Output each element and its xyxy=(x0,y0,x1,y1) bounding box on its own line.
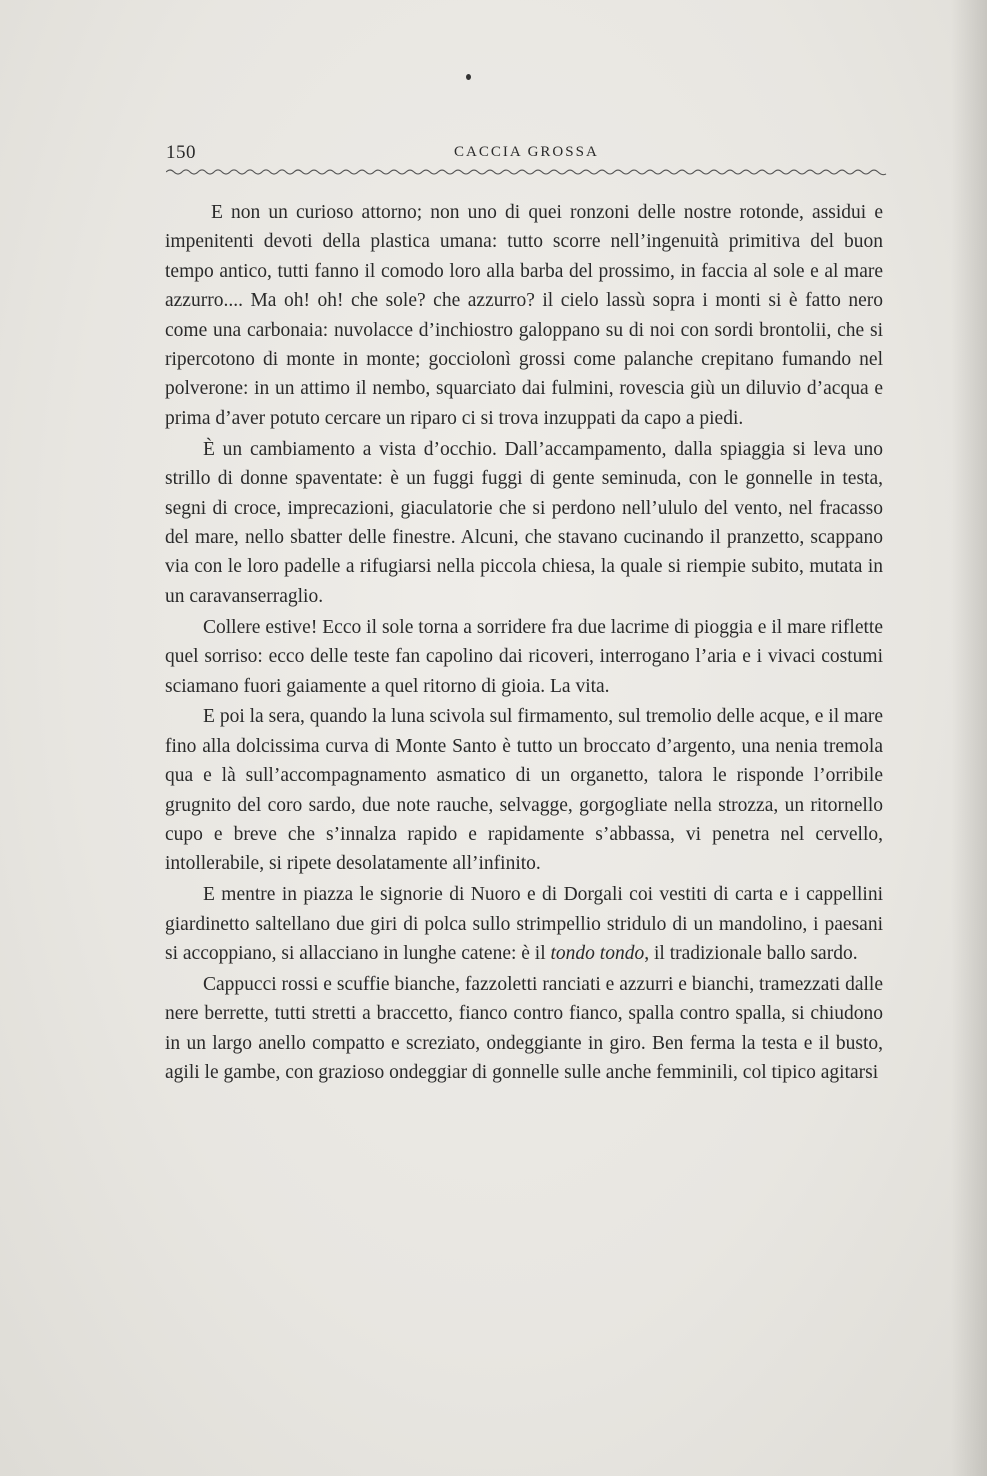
paragraph-piazza-text: E mentre in piazza le signorie di Nuoro e di Dorgali coi vestiti di carta e i cappellini giardinetto saltellano due giri di polca sullo strimpellio stridulo di un mandolino, i paesani si accoppiano, si allacciano in lunghe catene: è il xyxy=(165,884,883,965)
paragraph-summer-anger: Collere estive! Ecco il sole torna a sorridere fra due lacrime di pioggia e il mare riflette quel sorriso: ecco delle teste fan capolino dai ricoveri, interrogano l’aria e i vivaci costumi sciamano fuori gaiamente a quel ritorno di gioia. La vita. xyxy=(165,616,883,697)
page-edge-shadow xyxy=(951,0,987,1476)
paragraph-costumes: Cappucci rossi e scuffie bianche, fazzoletti ranciati e azzurri e bianchi, tramezzati dalle nere berrette, tutti stretti a braccetto, fianco contro fianco, spalla contro spalla, si chiudono in un largo anello compatto e screziato, ondeggiante in giro. Ben ferma la testa e il busto, agili le gambe, con grazioso ondeggiar di gonnelle sulle anche femminili, col tipico agitarsi xyxy=(165,974,883,1084)
paragraph-change: È un cambiamento a vista d’occhio. Dall’accampamento, dalla spiaggia si leva uno strillo di donne spaventate: è un fuggi fuggi di gente seminuda, con le gonnelle in testa, segni di croce, imprecazioni, giaculatorie che si perdono nell’ululo del vento, nel fracasso del mare, nello sbatter delle finestre. Alcuni, che stavano cucinando il pranzetto, scappano via con le loro padelle a rifugiarsi nella piccola chiesa, la quale si riempie subito, mutata in un caravanserraglio. xyxy=(165,438,883,607)
dance-description: , il tradizionale ballo sardo. xyxy=(644,943,858,965)
running-head xyxy=(166,142,891,166)
paragraph-evening: E poi la sera, quando la luna scivola sul firmamento, sul tremolio delle acque, e il mare fino alla dolcissima curva di Monte Santo è tutto un broccato d’argento, una nenia tremola qua e là sull’accompagnamento asmatico di un organetto, talora le risponde l’orribile grugnito del coro sardo, due note rauche, selvagge, gorgogliate nella strozza, un ritornello cupo e breve che s’innalza rapido e rapidamente s’abbassa, vi penetra nel cervello, intollerabile, si ripete desolatamente all’infinito. xyxy=(165,706,883,875)
paragraph-piazza xyxy=(165,880,883,968)
page-number: 150 xyxy=(166,142,196,163)
paragraph-storm: E non un curioso attorno; non uno di quei ronzoni delle nostre rotonde, assidui e impenitenti devoti della plastica umana: tutto scorre nell’ingenuità primitiva del buon tempo antico, tutti fanno il comodo loro alla barba del prossimo, in faccia al sole e al mare azzurro.... Ma oh! oh! che sole? che azzurro? il cielo lassù sopra i monti si è fatto nero come una carbonaia: nuvolacce d’inchiostro galoppano su di noi con sordi brontolii, che si ripercotono di monte in monte; gocciolonì grossi come palanche crepitano fumando nel polverone: in un attimo il nembo, squarciato dai fulmini, rovescia giù un diluvio d’acqua e prima d’aver potuto cercare un riparo ci si trova inzuppati da capo a piedi. xyxy=(165,202,883,429)
running-title: CACCIA GROSSA xyxy=(454,144,599,160)
dance-name: tondo tondo xyxy=(550,943,645,965)
body-text xyxy=(165,198,883,1089)
header-wavy-rule xyxy=(166,166,891,180)
ink-speck xyxy=(466,74,471,80)
